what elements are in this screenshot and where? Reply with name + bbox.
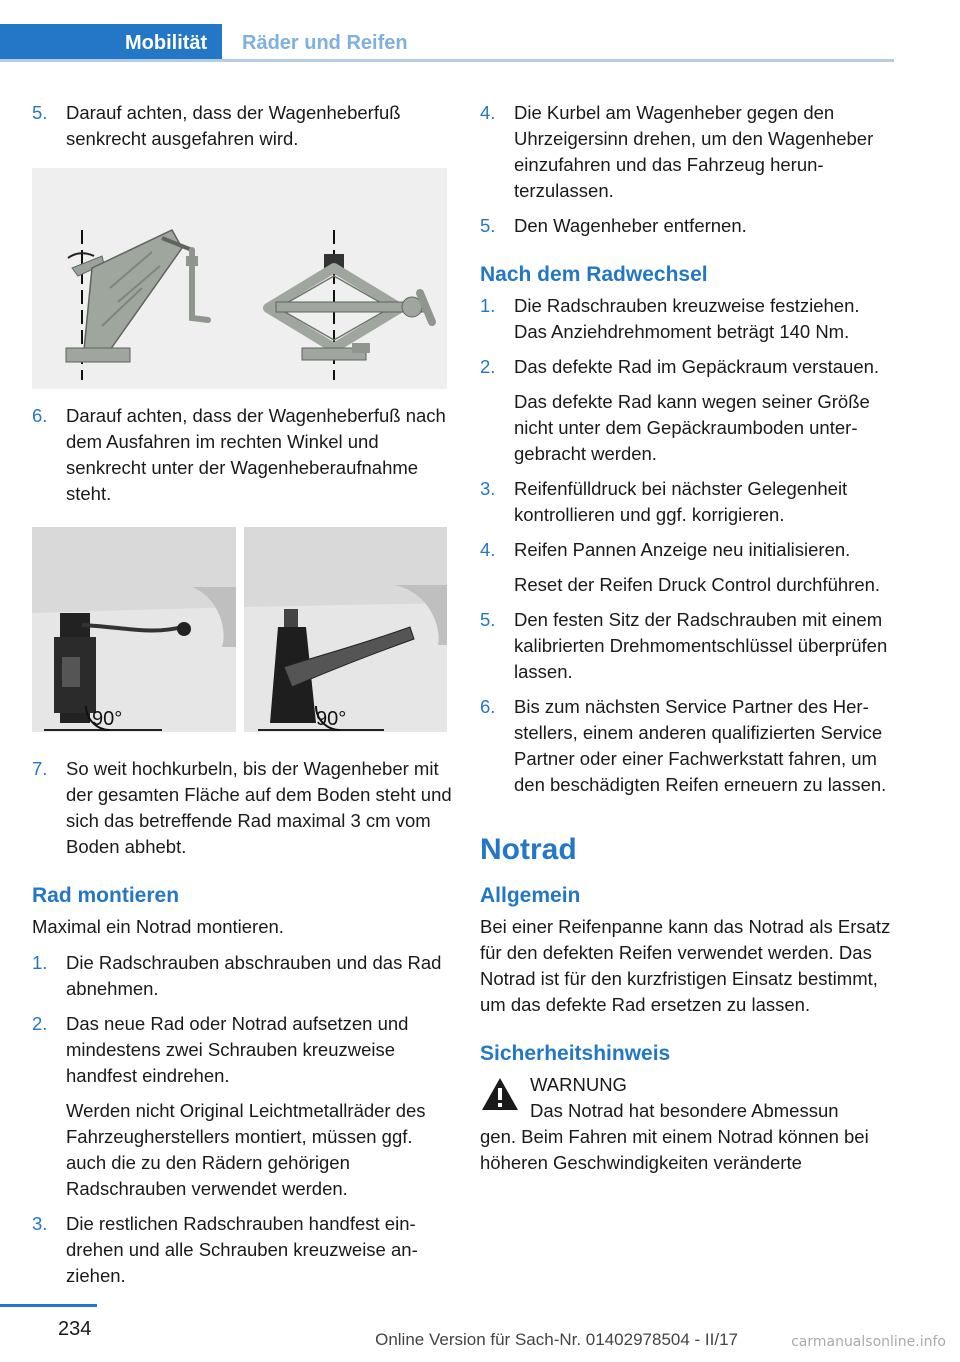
step-text: Reifenfülldruck bei nächster Gelegenheit kontrollieren und ggf. korrigieren.	[514, 478, 848, 525]
footer-divider	[0, 1304, 97, 1307]
section-heading-allgemein: Allgemein	[480, 884, 581, 907]
section-heading-nach-dem-radwechsel: Nach dem Radwechsel	[480, 263, 708, 286]
page-number: 234	[58, 1318, 92, 1340]
step-number: 3.	[480, 478, 496, 499]
step-item	[32, 403, 452, 507]
watermark: carmanualsonline.info	[791, 1334, 946, 1350]
step-number: 4.	[480, 539, 496, 560]
section-heading-sicherheitshinweis: Sicherheitshinweis	[480, 1042, 671, 1065]
step-text: Das neue Rad oder Notrad aufsetzen und mindestens zwei Schrauben kreuzweise handfest eindrehen.	[66, 1013, 409, 1086]
step-text: Bis zum nächsten Service Partner des Herstellers, einem anderen qualifizierten Service Partner oder einer Fachwerkstatt fahren, um den beschädigten Reifen erneuern zu lassen.	[514, 696, 887, 795]
jack-right-angle-figure	[32, 527, 447, 732]
step-text: Die restlichen Radschrauben handfest eindrehen und alle Schrauben kreuzweise anziehen.	[66, 1213, 418, 1286]
left-column	[32, 100, 452, 1298]
step-item	[480, 293, 896, 345]
step-number: 5.	[480, 609, 496, 630]
section-heading-rad-montieren: Rad montieren	[32, 884, 180, 907]
warning-text: gen. Beim Fahren mit einem Notrad können bei höheren Geschwindigkeiten veränderte	[480, 1126, 869, 1173]
step-item	[32, 100, 452, 152]
step-number: 5.	[480, 215, 496, 236]
step-text: Den festen Sitz der Radschrauben mit einem kalibrierten Drehmomentschlüssel überprüfen lassen.	[514, 609, 888, 682]
step-number: 6.	[480, 696, 496, 717]
allgemein-text: Bei einer Reifenpanne kann das Notrad als Ersatz für den defekten Reifen verwendet werden. Das Notrad ist für den kurzfristigen Einsatz bestimmt, um das defekte Rad ersetzen zu lassen.	[480, 916, 891, 1015]
jack-photo-left	[32, 527, 236, 732]
step-number: 1.	[480, 295, 496, 316]
step-text: Darauf achten, dass der Wagenheberfuß nach dem Ausfahren im rechten Winkel und senkrecht unter der Wagenheberaufnahme steht.	[66, 405, 446, 504]
step-number: 7.	[32, 758, 48, 779]
step-number: 2.	[480, 356, 496, 377]
step-text: So weit hochkurbeln, bis der Wagenheber mit der gesamten Fläche auf dem Boden steht und sich das betreffende Rad maximal 3 cm vom Boden abhebt.	[66, 758, 452, 857]
step-item	[480, 607, 896, 685]
step-item	[480, 354, 896, 467]
step-text: Darauf achten, dass der Wagenheberfuß senkrecht ausgefahren wird.	[66, 102, 401, 149]
step-item	[32, 756, 452, 860]
step-item	[480, 537, 896, 598]
warning-text-first: Das Notrad hat besondere Abmessun	[530, 1100, 839, 1121]
step-text: Reifen Pannen Anzeige neu initialisieren.	[514, 539, 851, 560]
step-note: Reset der Reifen Druck Control durchführen.	[514, 574, 881, 595]
right-column	[480, 100, 896, 1176]
warning-label: WARNUNG	[530, 1074, 627, 1095]
step-item	[32, 950, 452, 1002]
step-number: 6.	[32, 405, 48, 426]
step-text: Den Wagenheber entfernen.	[514, 215, 747, 236]
step-item	[480, 100, 896, 204]
step-note: Werden nicht Original Leichtmetallräder des Fahrzeugherstellers montiert, müssen ggf. auch die zu den Rädern gehörigen Radschrauben verwendet werden.	[66, 1100, 426, 1199]
jack-photo-right	[244, 527, 448, 732]
step-item	[480, 694, 896, 798]
step-number: 5.	[32, 102, 48, 123]
header-divider	[0, 59, 894, 62]
warning-triangle-icon	[480, 1076, 520, 1112]
step-item	[480, 476, 896, 528]
warning-box	[480, 1072, 896, 1176]
step-number: 4.	[480, 102, 496, 123]
step-number: 1.	[32, 952, 48, 973]
tab-mobilitaet[interactable]: Mobilität	[0, 24, 222, 62]
angle-label: 90°	[92, 708, 123, 730]
online-version-label: Online Version für Sach-Nr. 01402978504 - II/17	[375, 1330, 738, 1349]
step-item	[32, 1211, 452, 1289]
step-number: 3.	[32, 1213, 48, 1234]
step-text: Die Kurbel am Wagenheber gegen den Uhrzeigersinn drehen, um den Wagenheber einzufahren und das Fahrzeug herunterzulassen.	[514, 102, 874, 201]
tab-raeder-und-reifen[interactable]: Räder und Reifen	[242, 32, 408, 54]
step-text: Das defekte Rad im Gepäckraum verstauen.	[514, 356, 880, 377]
step-number: 2.	[32, 1013, 48, 1034]
step-text: Die Radschrauben abschrauben und das Rad abnehmen.	[66, 952, 442, 999]
section-intro: Maximal ein Notrad montieren.	[32, 916, 284, 937]
step-item	[32, 1011, 452, 1202]
jack-illustration	[32, 168, 447, 389]
step-text: Die Radschrauben kreuzweise festziehen. Das Anziehdrehmoment beträgt 140 Nm.	[514, 295, 860, 342]
chapter-heading-notrad: Notrad	[480, 833, 577, 866]
step-note: Das defekte Rad kann wegen seiner Größe nicht unter dem Gepäckraumboden untergebracht werden.	[514, 391, 870, 464]
page-header	[0, 24, 894, 62]
step-item	[480, 213, 896, 239]
angle-label: 90°	[315, 708, 346, 730]
jack-alignment-figure	[32, 168, 447, 389]
